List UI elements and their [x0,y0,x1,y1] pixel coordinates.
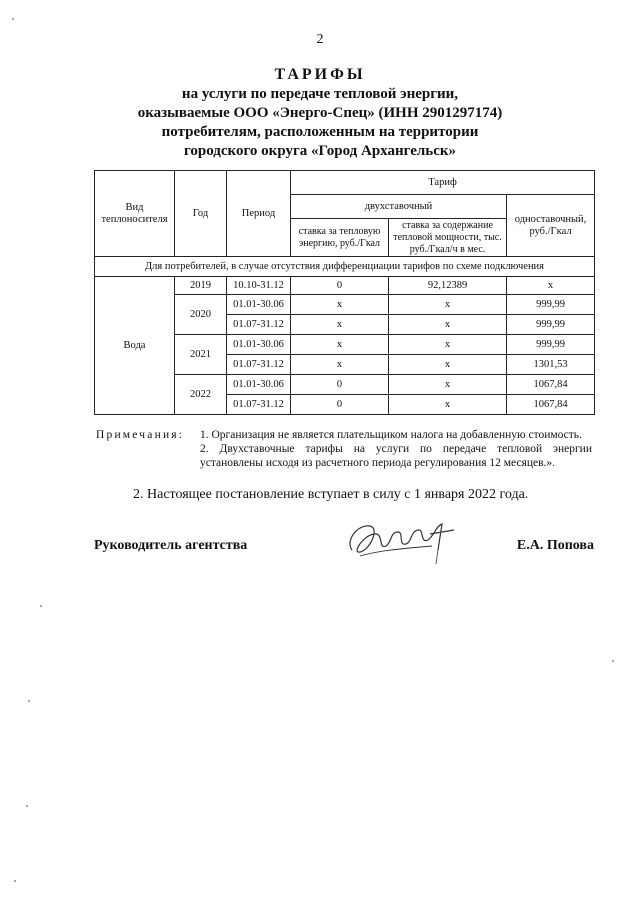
title-line-4: городского округа «Город Архангельск» [183,143,457,159]
title-line-1: на услуги по передаче тепловой энергии, [181,86,459,102]
year-cell: 2022 [175,375,227,415]
period-cell: 01.01-30.06 [227,335,291,355]
tariff-table [94,170,595,415]
period-cell: 01.01-30.06 [227,295,291,315]
one-part-cell: 999,99 [507,315,595,335]
capacity-cell: х [389,395,507,415]
scan-speck [26,805,28,807]
period-cell: 01.07-31.12 [227,395,291,415]
header-period: Период [227,171,291,257]
header-year: Год [175,171,227,257]
note-2: 2. Двухставочные тарифы на услуги по передаче тепловой энергии [200,443,592,455]
energy-cell: х [291,335,389,355]
header-rate-capacity: ставка за содержание тепловой мощности, тыс. руб./Гкал/ч в мес. [389,219,507,257]
scan-speck [612,660,614,662]
energy-cell: х [291,315,389,335]
capacity-cell: х [389,335,507,355]
period-cell: 01.07-31.12 [227,315,291,335]
scan-speck [12,18,14,20]
capacity-cell: х [389,295,507,315]
scan-speck [28,700,30,702]
header-rate-energy: ставка за тепловую энергию, руб./Гкал [291,219,389,257]
header-two-part: двухставочный [291,195,507,219]
title-main: ТАРИФЫ [274,66,366,83]
decree-text: 2. Настоящее постановление вступает в силу с 1 января 2022 года. [133,487,529,502]
scan-speck [40,605,42,607]
notes-label: Примечания: [96,429,185,441]
title-line-3: потребителям, расположенным на территории [161,124,479,140]
one-part-cell: х [507,277,595,295]
document-title [0,64,640,161]
one-part-cell: 1067,84 [507,395,595,415]
year-cell: 2020 [175,295,227,335]
signer-name: Е.А. Попова [516,538,594,553]
energy-cell: х [291,355,389,375]
header-tariff: Тариф [291,171,595,195]
year-cell: 2021 [175,335,227,375]
one-part-cell: 999,99 [507,335,595,355]
one-part-cell: 999,99 [507,295,595,315]
scan-speck [14,880,16,882]
table-row [95,277,595,295]
title-line-2: оказываемые ООО «Энерго-Спец» (ИНН 2901297174) [137,105,503,121]
section-label: Для потребителей, в случае отсутствия дифференциации тарифов по схеме подключения [95,257,595,277]
energy-cell: 0 [291,375,389,395]
signer-position: Руководитель агентства [94,538,248,553]
handwritten-signature [340,510,470,570]
one-part-cell: 1301,53 [507,355,595,375]
header-one-part: одноставочный, руб./Гкал [507,195,595,257]
energy-cell: 0 [291,277,389,295]
year-cell: 2019 [175,277,227,295]
capacity-cell: х [389,375,507,395]
period-cell: 01.01-30.06 [227,375,291,395]
note-2-continuation: установлены исходя из расчетного периода регулирования 12 месяцев.». [200,457,556,469]
note-1: 1. Организация не является плательщиком налога на добавленную стоимость. [200,429,582,441]
energy-cell: х [291,295,389,315]
capacity-cell: х [389,355,507,375]
one-part-cell: 1067,84 [507,375,595,395]
capacity-cell: х [389,315,507,335]
page-number: 2 [316,32,324,47]
energy-cell: 0 [291,395,389,415]
period-cell: 10.10-31.12 [227,277,291,295]
period-cell: 01.07-31.12 [227,355,291,375]
header-carrier: Вид теплоносителя [95,171,175,257]
capacity-cell: 92,12389 [389,277,507,295]
carrier-cell: Вода [95,277,175,415]
